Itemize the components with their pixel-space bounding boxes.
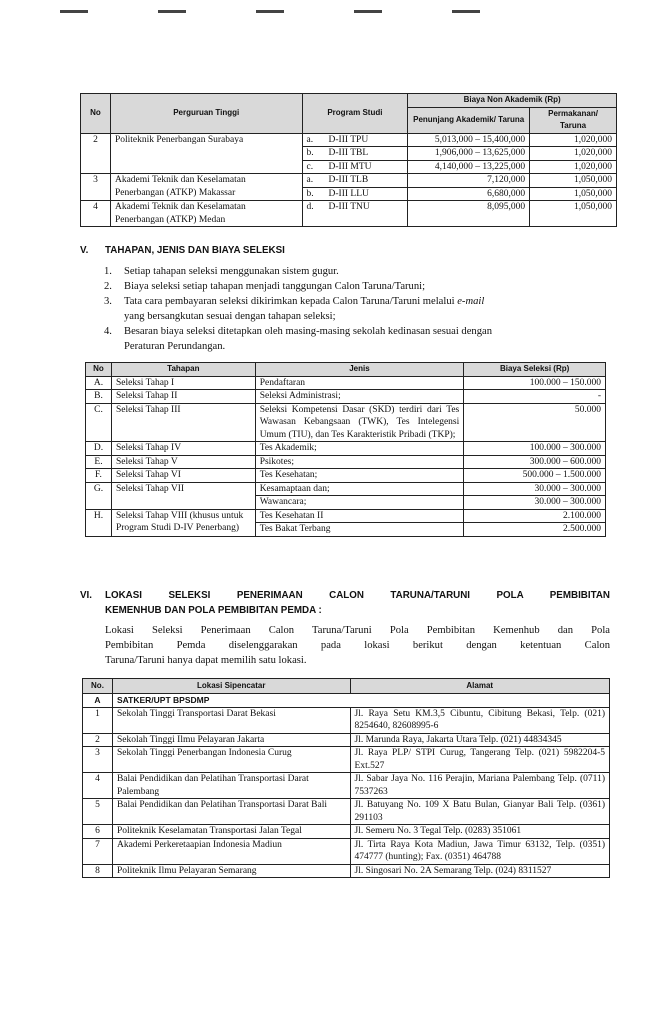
cell-no: C. <box>86 403 112 442</box>
cell-program-studi <box>302 174 408 188</box>
cell-no: 3 <box>81 174 111 201</box>
prodi-letter: a. <box>306 175 314 185</box>
cell-tahapan: Seleksi Tahap V <box>111 455 255 469</box>
cell-lokasi: Sekolah Tinggi Ilmu Pelayaran Jakarta <box>112 733 350 747</box>
th-biaya-seleksi: Biaya Seleksi (Rp) <box>464 363 606 377</box>
table-row <box>86 455 606 469</box>
cell-no: 5 <box>83 799 113 825</box>
cell-permakanan: 1,050,000 <box>530 187 617 201</box>
cell-biaya: 500.000 – 1.500.000 <box>464 469 606 483</box>
th-biaya-non-akademik: Biaya Non Akademik (Rp) <box>408 94 617 108</box>
cell-alamat: Jl. Raya Setu KM.3,5 Cibuntu, Cibitung Bekasi, Telp. (021) 8254640, 82608995-6 <box>350 707 609 733</box>
cell-biaya: 300.000 – 600.000 <box>464 455 606 469</box>
section-v-list <box>104 264 618 354</box>
table-row <box>83 825 610 839</box>
prodi-letter: d. <box>306 202 314 212</box>
cell-no: 4 <box>83 773 113 799</box>
pt-line: Penerbangan (ATKP) Makassar <box>114 187 236 198</box>
pt-line: Akademi Teknik dan Keselamatan <box>114 202 246 212</box>
cell-tahapan: Seleksi Tahap II <box>111 390 255 404</box>
cell-jenis: Seleksi Kompetensi Dasar (SKD) terdiri dari Tes Wawasan Kebangsaan (TWK), Tes Intelegensi Umum (TIU), dan Tes Karakteristik Pribadi (TKP); <box>255 403 464 442</box>
cell-tahapan: Seleksi Tahap VI <box>111 469 255 483</box>
cell-penunjang: 1,906,000 – 13,625,000 <box>408 147 530 161</box>
cell-biaya: 100.000 – 150.000 <box>464 376 606 390</box>
cell-no: B. <box>86 390 112 404</box>
section-vi-paragraph: Lokasi Seleksi Penerimaan Calon Taruna/Taruni Pola Pembibitan Kemenhub dan Pola Pembibitan Pemda diselenggarakan pada lokasi berikut dengan ketentuan Calon Taruna/Taruni hanya dapat memilih satu lokasi. <box>105 625 610 666</box>
table-row <box>86 509 606 523</box>
table-row <box>86 390 606 404</box>
cell-penunjang: 5,013,000 – 15,400,000 <box>408 133 530 147</box>
prodi-name: D-III TNU <box>328 202 370 212</box>
list-item: 2. Biaya seleksi setiap tahapan menjadi tanggungan Calon Taruna/Taruni; <box>104 281 426 292</box>
cell-lokasi: Sekolah Tinggi Penerbangan Indonesia Curug <box>112 747 350 773</box>
cell-tahapan: Seleksi Tahap IV <box>111 442 255 456</box>
cell-no: F. <box>86 469 112 483</box>
cell-no: 3 <box>83 747 113 773</box>
cell-permakanan: 1,020,000 <box>530 160 617 174</box>
cell-jenis: Seleksi Administrasi; <box>255 390 464 404</box>
section-vi-heading: VI. LOKASI SELEKSI PENERIMAAN CALON TARUNA/TARUNI POLA PEMBIBITAN KEMENHUB DAN POLA PEMBIBITAN PEMDA : <box>80 590 610 616</box>
th-no: No. <box>83 679 113 694</box>
prodi-letter: b. <box>306 148 314 158</box>
th-tahapan: Tahapan <box>111 363 255 377</box>
cell-no: 2 <box>81 133 111 174</box>
table-row <box>83 799 610 825</box>
location-table <box>82 678 610 878</box>
cell-jenis: Pendaftaran <box>255 376 464 390</box>
pt-line: Penerbangan (ATKP) Medan <box>114 214 226 225</box>
table-row <box>81 174 617 188</box>
cell-penunjang: 7,120,000 <box>408 174 530 188</box>
cell-program-studi <box>302 160 408 174</box>
cell-lokasi: Akademi Perkeretaapian Indonesia Madiun <box>112 838 350 864</box>
cell-no: E. <box>86 455 112 469</box>
cell-perguruan-tinggi <box>110 133 302 174</box>
non-academic-fee-table <box>80 93 617 227</box>
cell-tahapan: Seleksi Tahap VIII (khusus untuk Program Studi D-IV Penerbang) <box>111 509 255 536</box>
cell-jenis: Tes Kesehatan; <box>255 469 464 483</box>
cell-alamat: Jl. Semeru No. 3 Tegal Telp. (0283) 351061 <box>350 825 609 839</box>
cell-lokasi: Politeknik Ilmu Pelayaran Semarang <box>112 864 350 878</box>
cell-no: H. <box>86 509 112 536</box>
cell-biaya: 2.100.000 <box>464 509 606 523</box>
cell-no: 2 <box>83 733 113 747</box>
cell-program-studi <box>302 133 408 147</box>
cell-permakanan: 1,050,000 <box>530 174 617 188</box>
table-row <box>86 376 606 390</box>
cell-perguruan-tinggi <box>110 174 302 201</box>
cell-alamat: Jl. Raya PLP/ STPI Curug, Tangerang Telp. (021) 5982204-5 Ext.527 <box>350 747 609 773</box>
cell-perguruan-tinggi <box>110 201 302 227</box>
cell-no: A. <box>86 376 112 390</box>
group-no: A <box>83 694 113 708</box>
section-v-heading: V. TAHAPAN, JENIS DAN BIAYA SELEKSI <box>80 245 285 256</box>
cell-permakanan: 1,020,000 <box>530 147 617 161</box>
cell-alamat: Jl. Batuyang No. 109 X Batu Bulan, Gianyar Bali Telp. (0361) 291103 <box>350 799 609 825</box>
cell-no: 8 <box>83 864 113 878</box>
cell-penunjang: 4,140,000 – 13,225,000 <box>408 160 530 174</box>
cell-jenis: Psikotes; <box>255 455 464 469</box>
cell-alamat: Jl. Tirta Raya Kota Madiun, Jawa Timur 63132, Telp. (0351) 474777 (hunting); Fax. (0351) 464788 <box>350 838 609 864</box>
cell-no: D. <box>86 442 112 456</box>
cell-program-studi <box>302 201 408 227</box>
table-row <box>83 838 610 864</box>
table-row <box>86 442 606 456</box>
cell-no: 1 <box>83 707 113 733</box>
cell-jenis: Wawancara; <box>255 496 464 510</box>
cell-no: 7 <box>83 838 113 864</box>
prodi-letter: c. <box>306 161 314 172</box>
cell-tahapan: Seleksi Tahap III <box>111 403 255 442</box>
cell-permakanan: 1,020,000 <box>530 133 617 147</box>
cell-no: 4 <box>81 201 111 227</box>
th-permakanan: Permakanan/ Taruna <box>530 107 617 133</box>
cell-jenis: Tes Kesehatan II <box>255 509 464 523</box>
scan-artifact-marks <box>60 0 620 6</box>
table-row <box>83 773 610 799</box>
table-row <box>83 747 610 773</box>
th-alamat: Alamat <box>350 679 609 694</box>
cell-biaya: 30.000 – 300.000 <box>464 482 606 496</box>
prodi-name: D-III TBL <box>328 148 369 158</box>
prodi-name: D-III LLU <box>328 188 369 199</box>
table-row <box>81 133 617 147</box>
pt-line: Akademi Teknik dan Keselamatan <box>114 175 246 185</box>
prodi-name: D-III MTU <box>328 161 372 172</box>
prodi-name: D-III TLB <box>328 175 369 185</box>
selection-fee-table <box>85 362 606 537</box>
cell-alamat: Jl. Marunda Raya, Jakarta Utara Telp. (021) 44834345 <box>350 733 609 747</box>
cell-lokasi: Balai Pendidikan dan Pelatihan Transportasi Darat Bali <box>112 799 350 825</box>
th-no: No <box>81 94 111 134</box>
cell-biaya: - <box>464 390 606 404</box>
cell-penunjang: 8,095,000 <box>408 201 530 227</box>
cell-tahapan: Seleksi Tahap VII <box>111 482 255 509</box>
cell-no: 6 <box>83 825 113 839</box>
cell-program-studi <box>302 147 408 161</box>
cell-alamat: Jl. Singosari No. 2A Semarang Telp. (024) 8311527 <box>350 864 609 878</box>
cell-lokasi: Politeknik Keselamatan Transportasi Jalan Tegal <box>112 825 350 839</box>
cell-no: G. <box>86 482 112 509</box>
cell-biaya: 100.000 – 300.000 <box>464 442 606 456</box>
cell-jenis: Kesamaptaan dan; <box>255 482 464 496</box>
cell-alamat: Jl. Sabar Jaya No. 116 Perajin, Mariana Palembang Telp. (0711) 7537263 <box>350 773 609 799</box>
th-penunjang: Penunjang Akademik/ Taruna <box>408 107 530 133</box>
prodi-letter: a. <box>306 134 314 145</box>
cell-lokasi: Balai Pendidikan dan Pelatihan Transportasi Darat Palembang <box>112 773 350 799</box>
list-item: 3. Tata cara pembayaran seleksi dikirimkan kepada Calon Taruna/Taruni melalui e-mail yang bersangkutan sesuai dengan tahapan seleksi; <box>104 296 485 322</box>
table-row <box>86 482 606 496</box>
th-program-studi: Program Studi <box>302 94 408 134</box>
table-row <box>83 707 610 733</box>
cell-tahapan: Seleksi Tahap I <box>111 376 255 390</box>
cell-biaya: 50.000 <box>464 403 606 442</box>
prodi-name: D-III TPU <box>328 134 369 145</box>
table-row <box>86 403 606 442</box>
th-perguruan-tinggi: Perguruan Tinggi <box>110 94 302 134</box>
list-item: 4. Besaran biaya seleksi ditetapkan oleh masing-masing sekolah kedinasan sesuai dengan Peraturan Perundangan. <box>104 326 493 352</box>
table-row <box>83 864 610 878</box>
cell-jenis: Tes Akademik; <box>255 442 464 456</box>
th-jenis: Jenis <box>255 363 464 377</box>
list-item: 1. Setiap tahapan seleksi menggunakan sistem gugur. <box>104 266 339 277</box>
cell-permakanan: 1,050,000 <box>530 201 617 227</box>
cell-program-studi <box>302 187 408 201</box>
th-lokasi: Lokasi Sipencatar <box>112 679 350 694</box>
cell-biaya: 2.500.000 <box>464 523 606 537</box>
cell-biaya: 30.000 – 300.000 <box>464 496 606 510</box>
group-label: SATKER/UPT BPSDMP <box>112 694 609 708</box>
cell-lokasi: Sekolah Tinggi Transportasi Darat Bekasi <box>112 707 350 733</box>
pt-line: Politeknik Penerbangan Surabaya <box>114 134 244 145</box>
cell-penunjang: 6,680,000 <box>408 187 530 201</box>
table-row <box>86 469 606 483</box>
table-row <box>83 733 610 747</box>
prodi-letter: b. <box>306 188 314 199</box>
th-no: No <box>86 363 112 377</box>
cell-jenis: Tes Bakat Terbang <box>255 523 464 537</box>
